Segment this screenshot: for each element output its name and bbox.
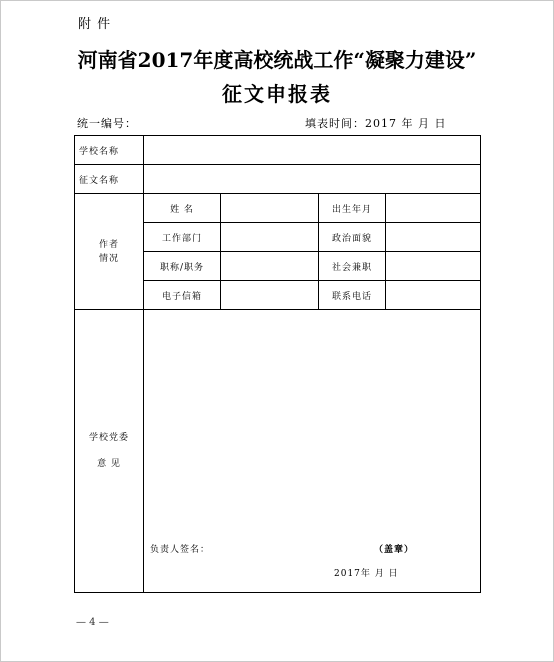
document-subtitle: 征文申报表 (222, 82, 332, 106)
school-name-label: 学校名称 (75, 136, 144, 165)
page-number: — 4 — (76, 617, 109, 628)
application-form-table (74, 135, 481, 593)
essay-name-label: 征文名称 (75, 165, 144, 194)
political-status-label: 政治面貌 (319, 223, 386, 252)
party-committee-opinion-label: 学校党委 意 见 (75, 310, 144, 593)
birth-label: 出生年月 (319, 194, 386, 223)
school-name-field[interactable] (144, 136, 481, 165)
attachment-label: 附 件 (78, 17, 112, 32)
signature-label: 负责人签名： (150, 545, 211, 555)
email-field[interactable] (221, 281, 319, 310)
table-row (75, 165, 481, 194)
job-title-field[interactable] (221, 252, 319, 281)
name-field[interactable] (221, 194, 319, 223)
essay-name-field[interactable] (144, 165, 481, 194)
table-row (75, 136, 481, 165)
serial-number-label: 统一编号： (77, 117, 137, 130)
name-label: 姓 名 (144, 194, 221, 223)
department-field[interactable] (221, 223, 319, 252)
document-title: 河南省2017年度高校统战工作“凝聚力建设” (77, 48, 477, 72)
department-label: 工作部门 (144, 223, 221, 252)
signature-date: 2017年 月 日 (334, 569, 399, 579)
email-label: 电子信箱 (144, 281, 221, 310)
phone-label: 联系电话 (319, 281, 386, 310)
seal-label: （盖章） (374, 545, 415, 555)
job-title-label: 职称/职务 (144, 252, 221, 281)
phone-field[interactable] (386, 281, 481, 310)
political-status-field[interactable] (386, 223, 481, 252)
fill-date: 填表时间：2017 年 月 日 (305, 117, 447, 130)
author-info-label: 作者 情况 (75, 194, 144, 310)
birth-field[interactable] (386, 194, 481, 223)
table-row (75, 310, 481, 593)
part-time-field[interactable] (386, 252, 481, 281)
part-time-label: 社会兼职 (319, 252, 386, 281)
opinion-field[interactable] (144, 310, 481, 593)
table-row (75, 194, 481, 223)
